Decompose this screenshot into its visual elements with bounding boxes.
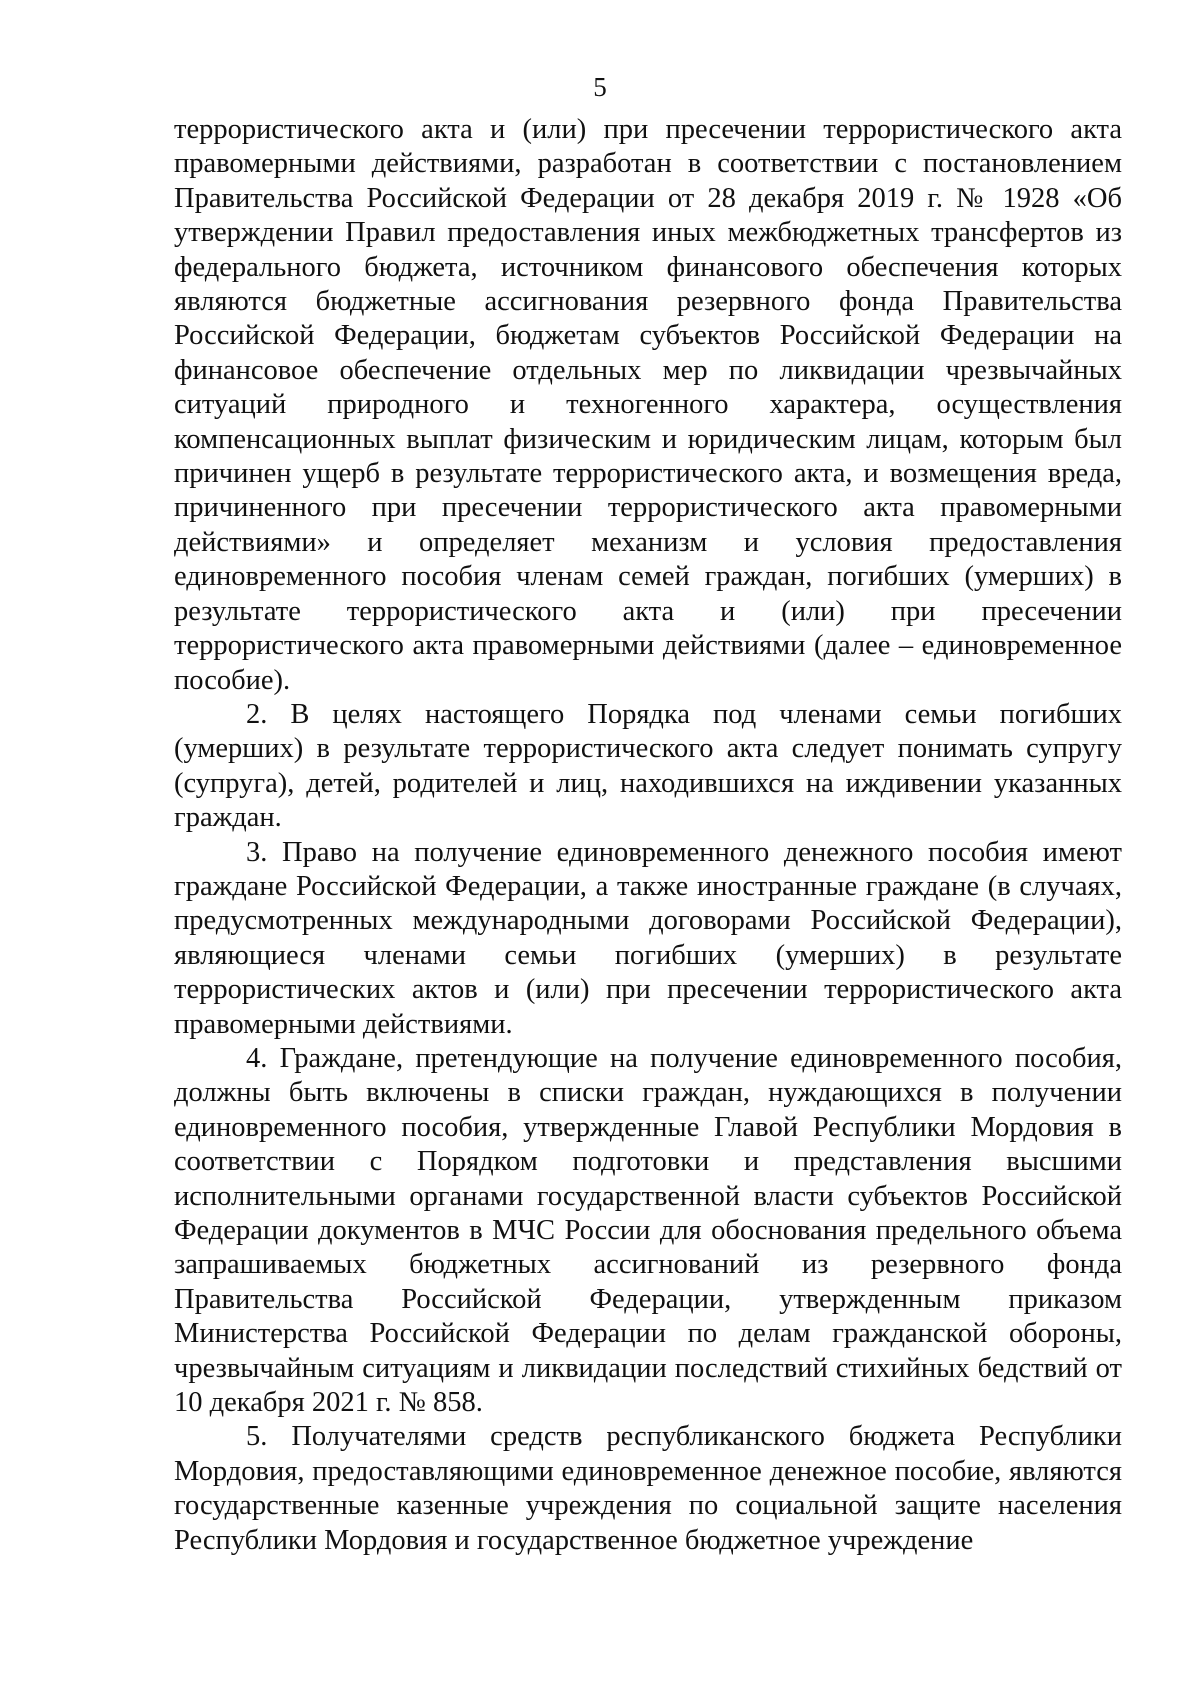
paragraph-item-5: 5. Получателями средств республиканского бюджета Республики Мордовия, предоставляющими единовременное денежное пособие, являются государственные казенные учреждения по социальной защите населения Республики Мордовия и государственное бюджетное учреждение [174, 1421, 1122, 1556]
paragraph-continued: террористического акта и (или) при пресечении террористического акта правомерными действиями, разработан в соответствии с постановлением Правительства Российской Федерации от 28 декабря 2019 г. № 1928 «Об утверждении Правил предоставления иных межбюджетных трансфертов из федерального бюджета, источником финансового обеспечения которых являются бюджетные ассигнования резервного фонда Правительства Российской Федерации, бюджетам субъектов Российской Федерации на финансовое обеспечение отдельных мер по ликвидации чрезвычайных ситуаций природного и техногенного характера, осуществления компенсационных выплат физическим и юридическим лицам, которым был причинен ущерб в результате террористического акта, и возмещения вреда, причиненного при пресечении террористического акта правомерными действиями» и определяет механизм и условия предоставления единовременного пособия членам семей граждан, погибших (умерших) в результате террористического акта и (или) при пресечении террористического акта правомерными действиями (далее – единовременное пособие). [174, 114, 1122, 696]
page-number: 5 [593, 72, 607, 102]
paragraph-item-4: 4. Граждане, претендующие на получение единовременного пособия, должны быть включены в списки граждан, нуждающихся в получении единовременного пособия, утвержденные Главой Республики Мордовия в соответствии с Порядком подготовки и представления высшими исполнительными органами государственной власти субъектов Российской Федерации документов в МЧС России для обоснования предельного объема запрашиваемых бюджетных ассигнований из резервного фонда Правительства Российской Федерации, утвержденным приказом Министерства Российской Федерации по делам гражданской обороны, чрезвычайным ситуациям и ликвидации последствий стихийных бедствий от 10 декабря 2021 г. № 858. [174, 1042, 1122, 1419]
paragraph-item-3: 3. Право на получение единовременного денежного пособия имеют граждане Российской Федерации, а также иностранные граждане (в случаях, предусмотренных международными договорами Российской Федерации), являющиеся членами семьи погибших (умерших) в результате террористических актов и (или) при пресечении террористического акта правомерными действиями. [174, 836, 1122, 1040]
paragraph-item-2: 2. В целях настоящего Порядка под членами семьи погибших (умерших) в результате террористического акта следует понимать супругу (супруга), детей, родителей и лиц, находившихся на иждивении указанных граждан. [174, 698, 1122, 834]
document-body [174, 113, 1122, 1558]
